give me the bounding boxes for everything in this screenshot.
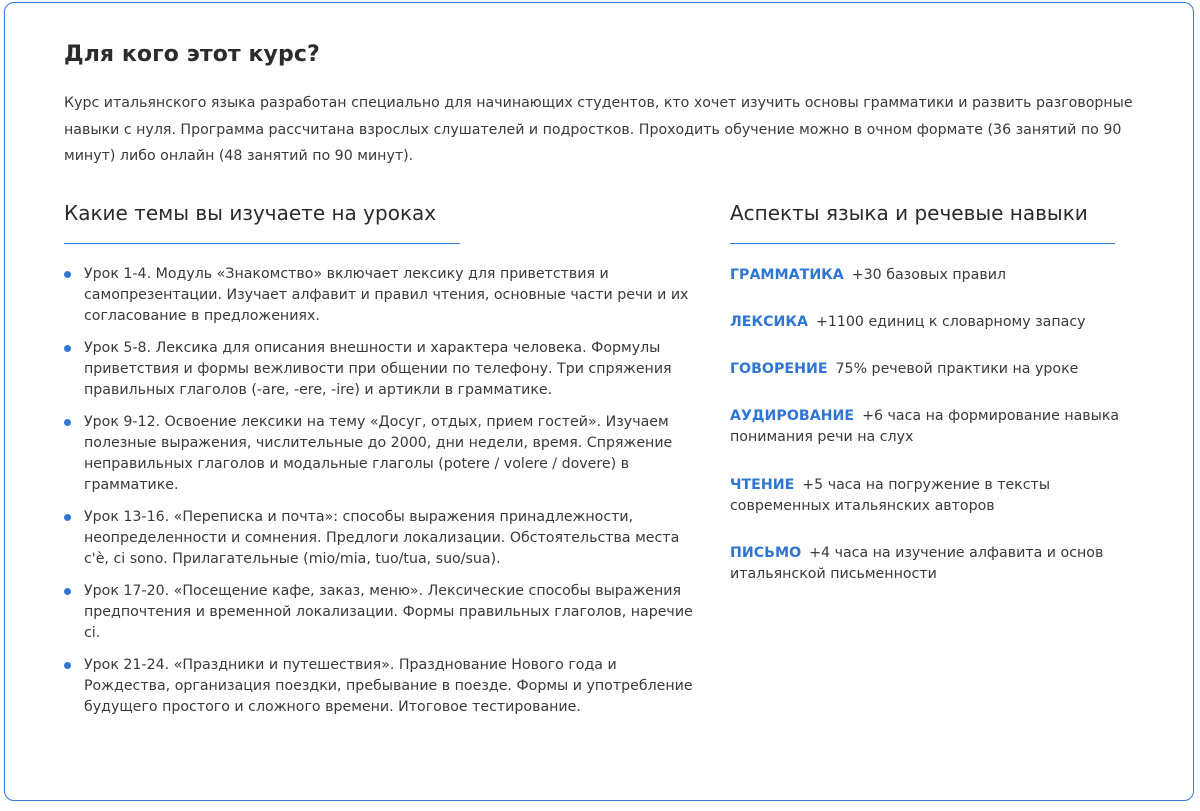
aspect-listening: [730, 406, 1140, 448]
topic-text: Урок 5-8. Лексика для описания внешности и характера человека. Формулы приветствия и формы вежливости при общении по телефону. Три спряжения правильных глаголов (-are, -ere, -ire) и артикли в грамматике.: [84, 340, 672, 398]
aspect-text: +5 часа на погружение в тексты современных итальянских авторов: [730, 477, 1051, 514]
bullet-dot-icon: [64, 419, 71, 426]
aspect-text: +6 часа на формирование навыка понимания речи на слух: [730, 408, 1120, 445]
aspect-name: ГРАММАТИКА: [730, 267, 844, 283]
list-item: [64, 507, 694, 570]
topic-text: Урок 17-20. «Посещение кафе, заказ, меню». Лексические способы выражения предпочтения и временной локализации. Формы правильных глаголов, наречие ci.: [84, 583, 693, 641]
aspect-name: ЧТЕНИЕ: [730, 477, 795, 493]
list-item: [64, 412, 694, 496]
aspect-text: +4 часа на изучение алфавита и основ итальянской письменности: [730, 545, 1104, 582]
list-item: [64, 338, 694, 401]
aspects-title-underline: [730, 243, 1115, 244]
list-item: [64, 581, 694, 644]
bullet-dot-icon: [64, 662, 71, 669]
topics-section-title: Какие темы вы изучаете на уроках: [64, 201, 437, 225]
aspect-reading: [730, 475, 1140, 517]
topic-text: Урок 21-24. «Праздники и путешествия». Празднование Нового года и Рождества, организация поездки, пребывание в поезде. Формы и употребление будущего простого и сложного времени. Итоговое тестирование.: [84, 657, 693, 715]
bullet-dot-icon: [64, 588, 71, 595]
bullet-dot-icon: [64, 345, 71, 352]
aspect-name: АУДИРОВАНИЕ: [730, 408, 855, 424]
aspect-grammar: [730, 265, 1006, 286]
aspect-name: ЛЕКСИКА: [730, 314, 808, 330]
page-title: Для кого этот курс?: [64, 42, 320, 67]
aspect-writing: [730, 543, 1140, 585]
aspect-text: 75% речевой практики на уроке: [835, 361, 1079, 377]
aspect-text: +30 базовых правил: [851, 267, 1006, 283]
course-intro: Курс итальянского языка разработан специально для начинающих студентов, кто хочет изучить основы грамматики и развить разговорные навыки с нуля. Программа рассчитана взрослых слушателей и подростков. Проходить обучение можно в очном формате (36 занятий по 90 минут) либо онлайн (48 занятий по 90 минут).: [64, 95, 1133, 164]
aspect-text: +1100 единиц к словарному запасу: [815, 314, 1086, 330]
aspect-name: ПИСЬМО: [730, 545, 802, 561]
topics-title-underline: [64, 243, 460, 244]
topics-list: [64, 264, 694, 729]
list-item: [64, 264, 694, 327]
aspect-vocabulary: [730, 312, 1086, 333]
list-item: [64, 655, 694, 718]
bullet-dot-icon: [64, 514, 71, 521]
topic-text: Урок 1-4. Модуль «Знакомство» включает лексику для приветствия и самопрезентации. Изучает алфавит и правил чтения, основные части речи и их согласование в предложениях.: [84, 266, 689, 324]
aspects-section-title: Аспекты языка и речевые навыки: [730, 201, 1088, 225]
bullet-dot-icon: [64, 271, 71, 278]
topic-text: Урок 9-12. Освоение лексики на тему «Досуг, отдых, прием гостей». Изучаем полезные выражения, числительные до 2000, дни недели, время. Спряжение неправильных глаголов и модальные глаголы (potere / volere / dovere) в грамматике.: [84, 414, 673, 493]
aspect-name: ГОВОРЕНИЕ: [730, 361, 828, 377]
aspect-speaking: [730, 359, 1078, 380]
topic-text: Урок 13-16. «Переписка и почта»: способы выражения принадлежности, неопределенности и сомнения. Предлоги локализации. Обстоятельства места c'è, ci sono. Прилагательные (mio/mia, tuo/tua, suo/sua).: [84, 509, 680, 567]
